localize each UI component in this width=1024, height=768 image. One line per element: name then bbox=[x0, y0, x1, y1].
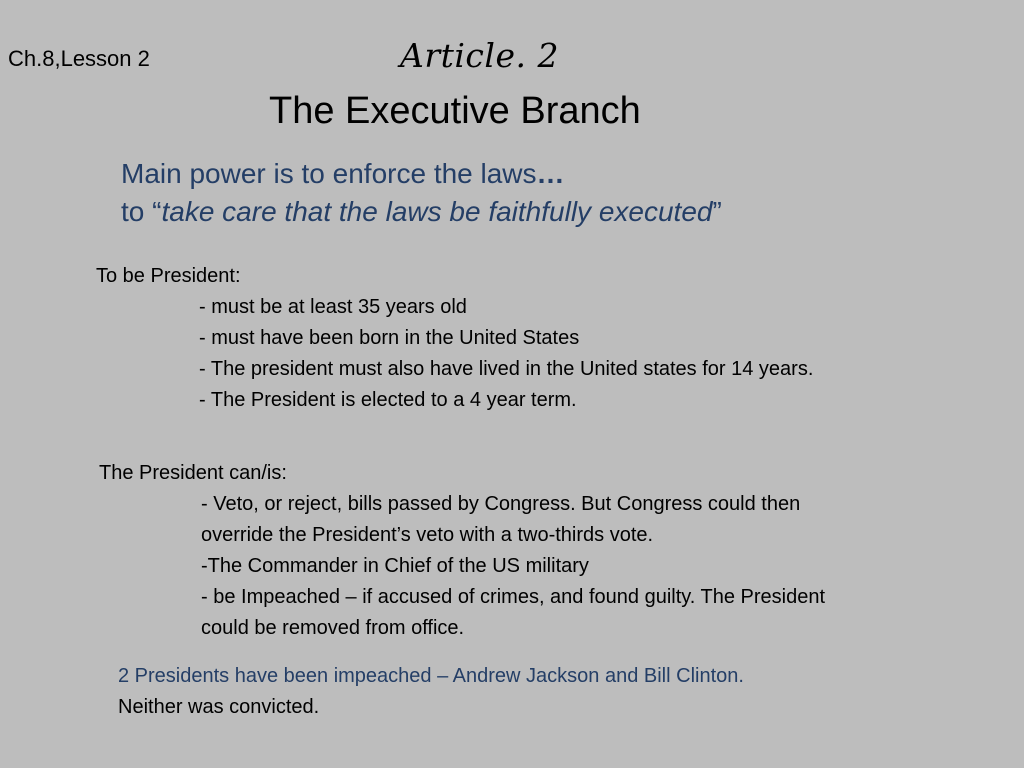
power-item: - Veto, or reject, bills passed by Congress. But Congress could then override the President’s veto with a two-thirds vote. bbox=[201, 493, 801, 546]
article-heading: Article. 2 bbox=[400, 36, 559, 75]
slide-title: The Executive Branch bbox=[269, 90, 641, 132]
powers-section bbox=[99, 458, 851, 644]
quote-prefix: to “ bbox=[121, 196, 162, 227]
requirement-item: - The President is elected to a 4 year term. bbox=[199, 389, 577, 411]
constitution-quote: take care that the laws be faithfully executed bbox=[161, 196, 713, 227]
main-power-statement bbox=[121, 155, 722, 231]
impeachment-note-line: 2 Presidents have been impeached – Andrew Jackson and Bill Clinton. bbox=[118, 665, 744, 687]
power-item: -The Commander in Chief of the US military bbox=[201, 555, 589, 577]
impeachment-note bbox=[118, 661, 744, 723]
constitution-quote-line bbox=[121, 193, 722, 231]
requirement-item: - must have been born in the United States bbox=[199, 327, 580, 349]
quote-suffix: ” bbox=[712, 196, 722, 227]
main-power-text: Main power is to enforce the laws bbox=[121, 158, 537, 189]
requirements-heading: To be President: bbox=[96, 265, 241, 287]
main-power-line bbox=[121, 155, 722, 193]
power-item: - be Impeached – if accused of crimes, and found guilty. The President could be removed from office. bbox=[201, 586, 826, 639]
main-power-ellipsis: … bbox=[536, 158, 565, 189]
requirement-item: - must be at least 35 years old bbox=[199, 296, 467, 318]
requirement-item: - The president must also have lived in the United states for 14 years. bbox=[199, 358, 814, 380]
powers-heading: The President can/is: bbox=[99, 462, 287, 484]
requirements-section bbox=[96, 261, 813, 416]
conviction-note-line: Neither was convicted. bbox=[118, 696, 320, 718]
lesson-label: Ch.8,Lesson 2 bbox=[8, 46, 150, 71]
